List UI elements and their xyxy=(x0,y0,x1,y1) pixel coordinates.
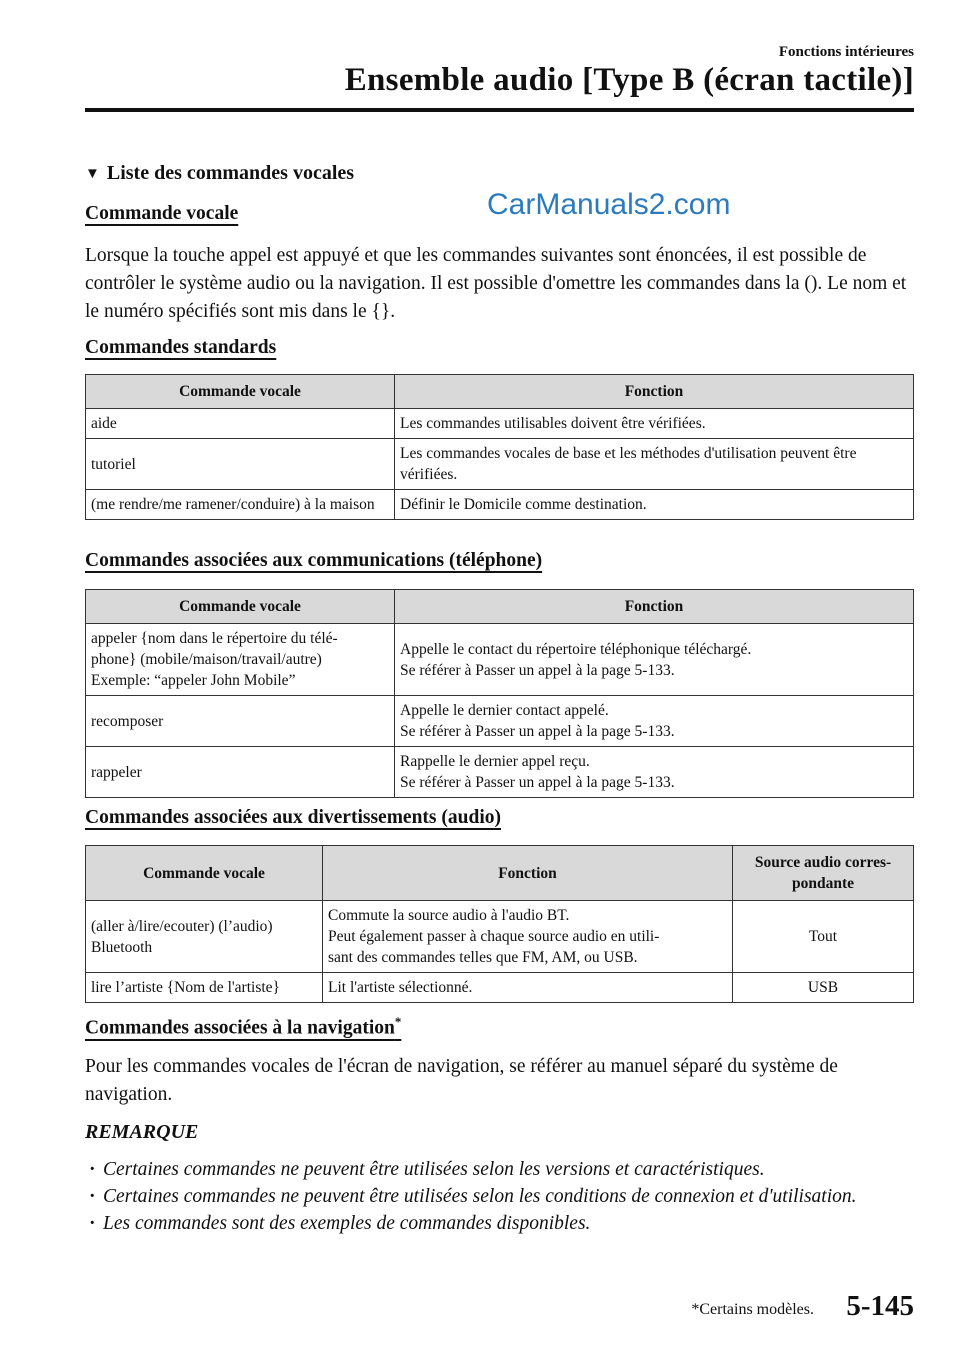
navigation-commands-heading xyxy=(85,1014,401,1040)
column-header: Fonction xyxy=(395,375,914,409)
table-cell: recomposer xyxy=(86,696,395,747)
triangle-marker-icon: ▼ xyxy=(85,166,100,182)
column-header: Source audio corres- pondante xyxy=(733,846,914,901)
communications-commands-table xyxy=(85,589,914,798)
table-row xyxy=(86,409,914,439)
list-item: · Certaines commandes ne peuvent être utilisées selon les conditions de connexion et d'utilisation. xyxy=(85,1183,915,1210)
table-cell: Les commandes utilisables doivent être vérifiées. xyxy=(395,409,914,439)
standard-commands-table xyxy=(85,374,914,520)
table-row xyxy=(86,624,914,696)
table-row xyxy=(86,973,914,1003)
table-cell: Lit l'artiste sélectionné. xyxy=(323,973,733,1003)
entertainment-commands-table xyxy=(85,845,914,1003)
remark-title: REMARQUE xyxy=(85,1121,199,1143)
table-row xyxy=(86,747,914,798)
table-cell: Appelle le dernier contact appelé. Se référer à Passer un appel à la page 5-133. xyxy=(395,696,914,747)
table-row xyxy=(86,696,914,747)
column-header: Commande vocale xyxy=(86,590,395,624)
table-cell: Les commandes vocales de base et les méthodes d'utilisation peuvent être vérifiées. xyxy=(395,439,914,490)
page-number: 5-145 xyxy=(846,1290,914,1322)
watermark-logo: CarManuals2.com xyxy=(487,188,731,221)
table-cell: aide xyxy=(86,409,395,439)
table-row xyxy=(86,901,914,973)
table-cell: Commute la source audio à l'audio BT. Peut également passer à chaque source audio en utili- sant des commandes telles que FM, AM, ou USB. xyxy=(323,901,733,973)
table-cell: Définir le Domicile comme destination. xyxy=(395,490,914,520)
entertainment-commands-heading: Commandes associées aux divertissements (audio) xyxy=(85,807,501,828)
table-row xyxy=(86,490,914,520)
table-cell: (aller à/lire/ecouter) (l’audio) Bluetooth xyxy=(86,901,323,973)
column-header: Fonction xyxy=(395,590,914,624)
navigation-heading-text: Commandes associées à la navigation xyxy=(85,1017,395,1039)
header-section-label: Fonctions intérieures xyxy=(778,44,914,60)
list-item: · Les commandes sont des exemples de commandes disponibles. xyxy=(85,1210,915,1237)
table-cell: Rappelle le dernier appel reçu. Se référer à Passer un appel à la page 5-133. xyxy=(395,747,914,798)
voice-command-heading: Commande vocale xyxy=(85,203,239,224)
table-cell: (me rendre/me ramener/conduire) à la maison xyxy=(86,490,395,520)
navigation-paragraph: Pour les commandes vocales de l'écran de navigation, se référer au manuel séparé du système de navigation. xyxy=(85,1056,838,1105)
table-cell: appeler {nom dans le répertoire du télé- phone} (mobile/maison/travail/autre) Exemple: “appeler John Mobile” xyxy=(86,624,395,696)
table-row xyxy=(86,439,914,490)
column-header: Commande vocale xyxy=(86,846,323,901)
section-title-text: Liste des commandes vocales xyxy=(106,162,355,184)
section-title xyxy=(85,162,354,185)
footnote: *Certains modèles. xyxy=(691,1301,814,1318)
header-divider xyxy=(85,108,914,112)
column-header: Commande vocale xyxy=(86,375,395,409)
table-cell: Appelle le contact du répertoire téléphonique téléchargé. Se référer à Passer un appel à la page 5-133. xyxy=(395,624,914,696)
remark-list xyxy=(85,1156,915,1237)
voice-command-paragraph: Lorsque la touche appel est appuyé et que les commandes suivantes sont énoncées, il est possible de contrôler le système audio ou la navigation. Il est possible d'omettre les commandes dans la (). Le nom et le numéro spécifiés sont mis dans le {}. xyxy=(85,245,907,322)
table-cell: Tout xyxy=(733,901,914,973)
asterisk-marker: * xyxy=(394,1014,402,1029)
communications-commands-heading: Commandes associées aux communications (téléphone) xyxy=(85,550,543,571)
table-cell: USB xyxy=(733,973,914,1003)
standard-commands-heading: Commandes standards xyxy=(85,337,277,358)
table-cell: lire l’artiste {Nom de l'artiste} xyxy=(86,973,323,1003)
column-header: Fonction xyxy=(323,846,733,901)
page-title: Ensemble audio [Type B (écran tactile)] xyxy=(344,62,914,98)
table-cell: rappeler xyxy=(86,747,395,798)
table-cell: tutoriel xyxy=(86,439,395,490)
list-item: · Certaines commandes ne peuvent être utilisées selon les versions et caractéristiques. xyxy=(85,1156,915,1183)
